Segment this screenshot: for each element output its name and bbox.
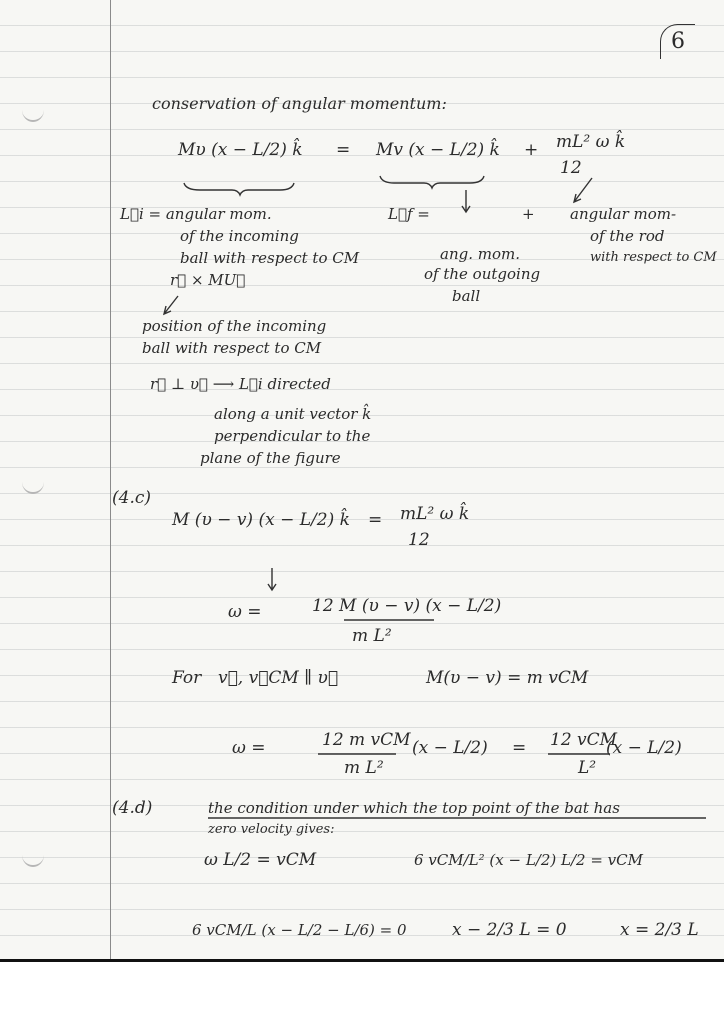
eqc-rhs-num: mL² ω k̂ <box>400 504 470 524</box>
eq1-equals: = <box>336 140 351 160</box>
perp-line2: along a unit vector k̂ <box>214 405 372 423</box>
position-line1: position of the incoming <box>142 317 327 335</box>
lf-line2: of the outgoing <box>424 265 541 283</box>
brace-under-lf <box>380 176 484 188</box>
omega-label: ω = <box>228 602 262 622</box>
part-d-label: (4.d) <box>112 798 153 818</box>
page-number: 6 <box>660 24 695 59</box>
condition-line2: zero velocity gives: <box>208 822 335 837</box>
eqc-equals: = <box>368 510 383 530</box>
position-line2: ball with respect to CM <box>142 339 322 357</box>
for-label: For <box>172 668 202 688</box>
blank-scan-margin <box>0 962 724 1024</box>
lf-plus: + <box>522 205 535 223</box>
lf-definition: L⃗f = <box>388 205 430 223</box>
omega2-rhs-den: L² <box>578 758 597 778</box>
rod-line3: with respect to CM <box>590 250 717 265</box>
condition-result: 6 vCM/L² (x − L/2) L/2 = vCM <box>414 851 643 869</box>
omega2-den: m L² <box>344 758 384 778</box>
arrow-omega <box>268 568 276 590</box>
omega2-rhs-paren: (x − L/2) <box>606 738 682 758</box>
eq1-mid: Mv (x − L/2) k̂ <box>376 140 500 160</box>
rod-line1: angular mom- <box>570 205 677 223</box>
omega2-num: 12 m vCM <box>322 730 411 750</box>
for-result: M(υ − v) = m vCM <box>426 668 589 688</box>
omega-den: m L² <box>352 626 392 646</box>
eqc-rhs-den: 12 <box>408 530 430 550</box>
lf-line3: ball <box>452 287 481 305</box>
eq1-rhs-num: mL² ω k̂ <box>556 132 626 152</box>
eq1-rhs-den: 12 <box>560 158 582 178</box>
perp-line1: r⃗ ⊥ υ⃗ ⟶ L⃗i directed <box>150 375 331 393</box>
li-line3: ball with respect to CM <box>180 249 360 267</box>
omega2-paren: (x − L/2) <box>412 738 488 758</box>
eq1-plus: + <box>524 140 539 160</box>
final-mid: x − 2/3 L = 0 <box>452 920 567 940</box>
perp-line3: perpendicular to the <box>214 427 371 445</box>
arrow-lf <box>462 190 470 212</box>
li-line2: of the incoming <box>180 227 299 245</box>
lf-line1: ang. mom. <box>440 245 520 263</box>
for-condition: v⃗, v⃗CM ∥ υ⃗ <box>218 668 339 688</box>
final-result: x = 2/3 L <box>620 920 699 940</box>
li-definition: L⃗i = angular mom. <box>120 205 272 223</box>
condition-eq: ω L/2 = vCM <box>204 850 317 870</box>
omega-num: 12 M (υ − v) (x − L/2) <box>312 596 502 616</box>
arrow-rod <box>574 178 592 202</box>
omega2-equals: = <box>512 738 527 758</box>
eqc-lhs: M (υ − v) (x − L/2) k̂ <box>172 510 350 530</box>
section-title: conservation of angular momentum: <box>152 94 447 113</box>
brace-under-li <box>184 183 294 195</box>
omega2-label: ω = <box>232 738 266 758</box>
rod-line2: of the rod <box>590 227 665 245</box>
part-c-label: (4.c) <box>112 488 152 508</box>
omega2-rhs-num: 12 vCM <box>550 730 618 750</box>
arrow-position <box>164 296 178 314</box>
perp-line4: plane of the figure <box>200 449 341 467</box>
li-line4: r⃗ × MU⃗ <box>170 271 246 289</box>
eq1-lhs: Mυ (x − L/2) k̂ <box>178 140 303 160</box>
condition-line1: the condition under which the top point of the bat has <box>208 799 620 817</box>
final-eq: 6 vCM/L (x − L/2 − L/6) = 0 <box>192 921 407 939</box>
